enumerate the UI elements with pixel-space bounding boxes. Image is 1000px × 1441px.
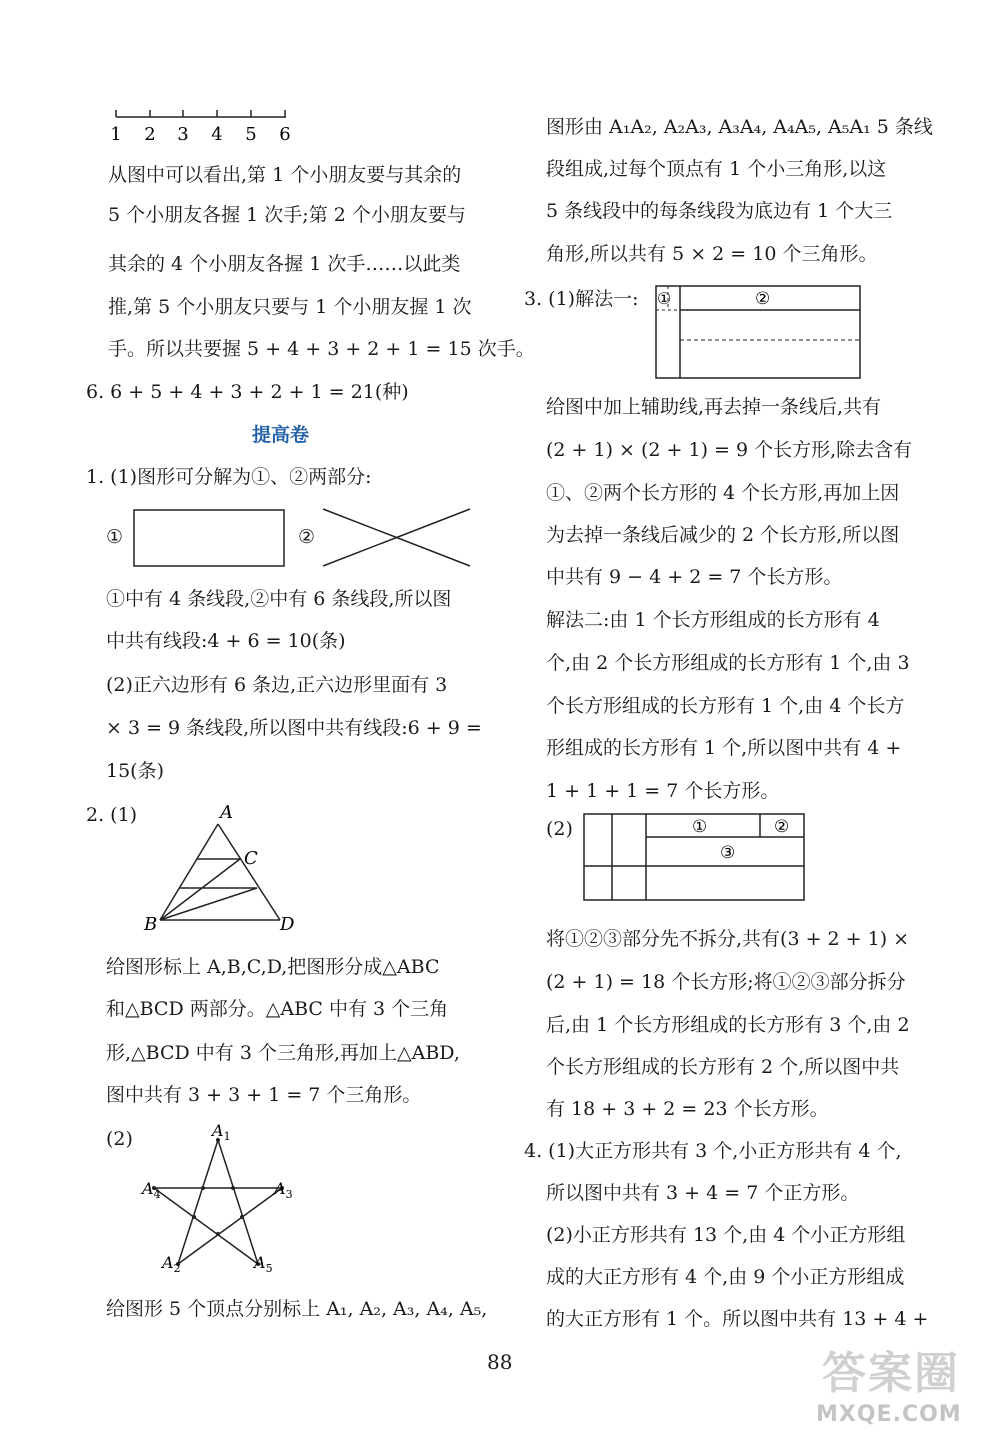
region-label-1: ① (657, 289, 672, 308)
text-line: 和△BCD 两部分。△ABC 中有 3 个三角 (106, 998, 449, 1020)
svg-text:A3: $A_3$ (274, 1179, 293, 1201)
region-label-1: ① (692, 817, 708, 837)
text-line: 形,△BCD 中有 3 个三角形,再加上△ABD, (106, 1042, 460, 1064)
number-line-tick: 3 (177, 124, 189, 145)
text-line: (2)小正方形共有 13 个,由 4 个小正方形组 (546, 1224, 906, 1246)
question-4-line: 4. (1)大正方形共有 3 个,小正方形共有 4 个, (524, 1140, 902, 1162)
question-2-label: 2. (1) (86, 804, 138, 826)
section-title: 提高卷 (252, 424, 310, 446)
text-line: 中共有 9 − 4 + 2 = 7 个长方形。 (546, 566, 843, 588)
rectangle-grid-figure-2 (580, 810, 810, 906)
text-line: 解法二:由 1 个长方形组成的长方形有 4 (546, 609, 880, 631)
region-label-2: ② (755, 289, 771, 309)
cross-lines-figure (320, 506, 480, 570)
question-3-label: 3. (1)解法一: (524, 288, 639, 310)
text-line: 个长方形组成的长方形有 2 个,所以图中共 (546, 1056, 900, 1078)
text-line: 图中共有 3 + 3 + 1 = 7 个三角形。 (106, 1084, 422, 1106)
figure-label-2: ② (298, 526, 316, 548)
vertex-label-a5: A (254, 1253, 266, 1272)
vertex-label-b: B (144, 914, 158, 935)
text-line: 有 18 + 3 + 2 = 23 个长方形。 (546, 1098, 829, 1120)
text-line: (2 + 1) = 18 个长方形;将①②③部分拆分 (546, 971, 906, 993)
text-line: 将①②③部分先不拆分,共有(3 + 2 + 1) × (546, 928, 910, 950)
number-line-figure (108, 104, 298, 146)
text-line: 成的大正方形有 4 个,由 9 个小正方形组成 (546, 1266, 905, 1288)
star-figure (140, 1122, 310, 1282)
number-line-tick: 5 (245, 124, 257, 145)
part-2-label: (2) (106, 1128, 133, 1150)
number-line-tick: 4 (211, 124, 223, 145)
vertex-label-a2: A (162, 1253, 174, 1272)
vertex-label-a3: A (274, 1179, 286, 1198)
vertex-label-a1: A (212, 1122, 224, 1140)
text-line: 其余的 4 个小朋友各握 1 次手……以此类 (108, 253, 461, 275)
text-line: 段组成,过每个顶点有 1 个小三角形,以这 (546, 158, 887, 180)
question-1-intro: 1. (1)图形可分解为①、②两部分: (86, 466, 372, 488)
text-line: 给图形 5 个顶点分别标上 A₁, A₂, A₃, A₄, A₅, (106, 1298, 488, 1320)
text-line: 推,第 5 个小朋友只要与 1 个小朋友握 1 次 (108, 296, 472, 318)
text-line: 5 条线段中的每条线段为底边有 1 个大三 (546, 200, 893, 222)
text-line: 图形由 A₁A₂, A₂A₃, A₃A₄, A₄A₅, A₅A₁ 5 条线 (546, 116, 933, 138)
text-line: 角形,所以共有 5 × 2 = 10 个三角形。 (546, 243, 878, 265)
text-line: (2 + 1) × (2 + 1) = 9 个长方形,除去含有 (546, 439, 913, 461)
rectangle-grid-figure-1 (650, 282, 866, 384)
watermark-logo: 答案圈 (822, 1348, 960, 1399)
region-label-3: ③ (720, 843, 736, 863)
text-line: 的大正方形有 1 个。所以图中共有 13 + 4 + (546, 1308, 929, 1330)
vertex-label-c: C (244, 848, 258, 869)
svg-text:A2: $A_2$ (162, 1253, 181, 1275)
page-number: 88 (487, 1350, 513, 1374)
text-line: (2)正六边形有 6 条边,正六边形里面有 3 (106, 674, 448, 696)
text-line: 给图形标上 A,B,C,D,把图形分成△ABC (106, 956, 440, 978)
rectangle-figure (130, 506, 290, 570)
text-line: 中共有线段:4 + 6 = 10(条) (106, 630, 346, 652)
watermark-url: MXQE.COM (816, 1402, 962, 1427)
vertex-label-a: A (220, 802, 233, 823)
text-line: 1 + 1 + 1 = 7 个长方形。 (546, 780, 780, 802)
question-6-answer: 6. 6 + 5 + 4 + 3 + 2 + 1 = 21(种) (86, 381, 409, 403)
number-line-tick: 1 (110, 124, 122, 145)
text-line: 形组成的长方形有 1 个,所以图中共有 4 + (546, 737, 902, 759)
part-2-label: (2) (546, 818, 573, 840)
text-line: 给图中加上辅助线,再去掉一条线后,共有 (546, 396, 882, 418)
text-line: 手。所以共要握 5 + 4 + 3 + 2 + 1 = 15 次手。 (108, 338, 535, 360)
text-line: 从图中可以看出,第 1 个小朋友要与其余的 (108, 164, 462, 186)
number-line-tick: 6 (279, 124, 291, 145)
text-line: ①、②两个长方形的 4 个长方形,再加上因 (546, 482, 900, 504)
vertex-label-d: D (280, 914, 295, 935)
text-line: 后,由 1 个长方形组成的长方形有 3 个,由 2 (546, 1014, 910, 1036)
text-line: 为去掉一条线后减少的 2 个长方形,所以图 (546, 524, 900, 546)
number-line-tick: 2 (144, 124, 156, 145)
svg-text:A5: $A_5$ (254, 1253, 273, 1275)
text-line: ①中有 4 条线段,②中有 6 条线段,所以图 (106, 588, 452, 610)
figure-label-1: ① (106, 526, 124, 548)
svg-text:A4: $A_4$ (142, 1179, 161, 1201)
vertex-label-a4: A (142, 1179, 154, 1198)
text-line: 5 个小朋友各握 1 次手;第 2 个小朋友要与 (108, 204, 466, 226)
text-line: 个,由 2 个长方形组成的长方形有 1 个,由 3 (546, 652, 910, 674)
region-label-2: ② (774, 817, 790, 837)
text-line: 个长方形组成的长方形有 1 个,由 4 个长方 (546, 695, 905, 717)
text-line: 所以图中共有 3 + 4 = 7 个正方形。 (546, 1182, 860, 1204)
triangle-abcd-figure (140, 800, 310, 938)
text-line: 15(条) (106, 760, 165, 782)
text-line: × 3 = 9 条线段,所以图中共有线段:6 + 9 = (106, 717, 482, 739)
svg-text:A1: $A_1$ (212, 1122, 231, 1143)
